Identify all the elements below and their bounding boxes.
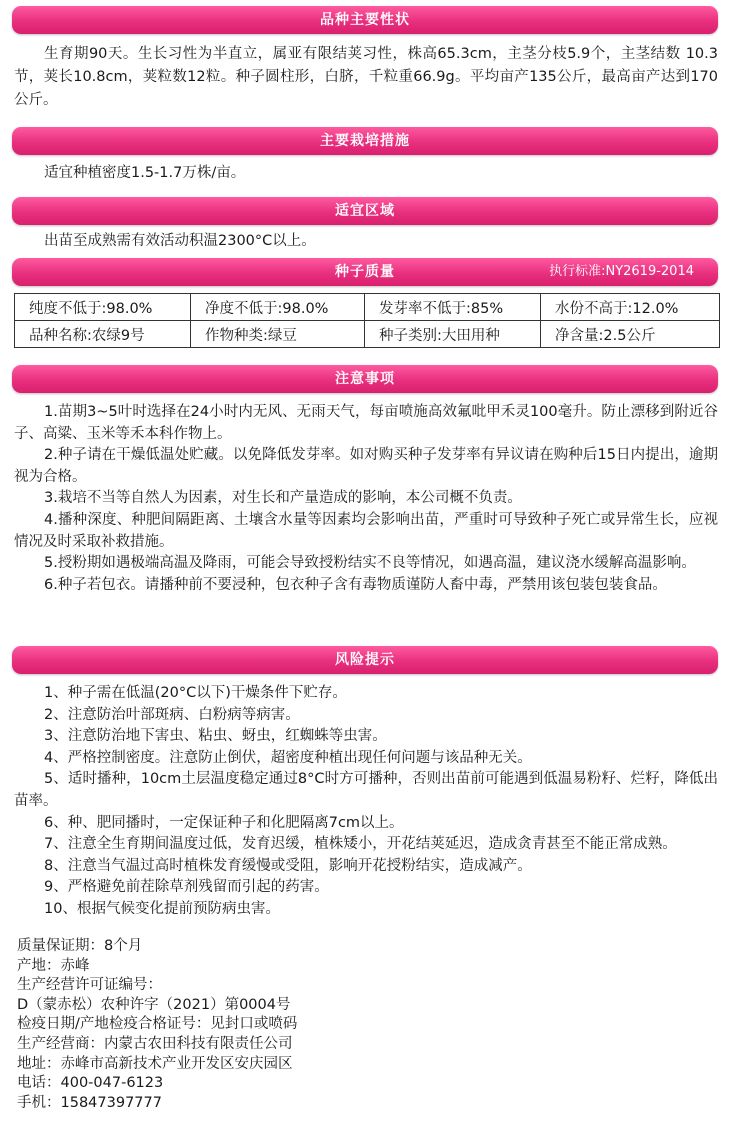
list-item: 5.授粉期如遇极端高温及降雨，可能会导致授粉结实不良等情况，如遇高温，建议浇水缓解高温影响。	[44, 555, 696, 572]
list-item: 2.种子请在干燥低温处贮藏。以免降低发芽率。如对购买种子发芽率有异议请在购种后15日内提出，逾期视为合格。	[14, 447, 718, 485]
region-text: 出苗至成熟需有效活动积温2300°C以上。	[44, 233, 316, 249]
list-item: 2、注意防治叶部斑病、白粉病等病害。	[44, 706, 300, 723]
risks-list	[14, 683, 718, 921]
list-item: 5、适时播种，10cm土层温度稳定通过8°C时方可播种，否则出苗前可能遇到低温易粉籽、烂籽，降低出苗率。	[14, 771, 718, 809]
section-title: 注意事项	[335, 371, 395, 387]
phone: 电话：400-047-6123	[17, 1075, 164, 1092]
list-item: 7、注意全生育期间温度过低，发育迟缓，植株矮小，开花结荚延迟，造成贪青甚至不能正常成熟。	[44, 836, 677, 853]
shelf-life: 质量保证期：8个月	[17, 938, 143, 954]
table-row	[15, 294, 720, 321]
product-info	[17, 937, 717, 1113]
section-title: 适宜区域	[335, 203, 395, 219]
traits-description: 生育期90天。生长习性为半直立，属亚有限结荚习性，株高65.3cm，主茎分枝5.9个，主茎结数 10.3节，荚长10.8cm，荚粒数12粒。种子圆柱形，白脐，千粒重66.9g。平均亩产135公斤，最高亩产达到170公斤。	[14, 46, 718, 108]
table-cell: 品种名称:农绿9号	[15, 321, 191, 348]
table-cell: 发芽率不低于:85%	[365, 294, 541, 321]
list-item: 4.播种深度、种肥间隔距离、土壤含水量等因素均会影响出苗，严重时可导致种子死亡或异常生长，应视情况及时采取补救措施。	[14, 511, 718, 550]
table-cell: 水份不高于:12.0%	[541, 294, 720, 321]
list-item: 1.苗期3~5叶时选择在24小时内无风、无雨天气，每亩喷施高效氟吡甲禾灵100毫升。防止漂移到附近谷子、高粱、玉米等禾本科作物上。	[14, 404, 718, 442]
notes-list	[14, 402, 718, 596]
table-cell: 净含量:2.5公斤	[541, 321, 720, 348]
list-item: 1、种子需在低温(20°C以下)干燥条件下贮存。	[44, 685, 347, 701]
address: 地址：赤峰市高新技术产业开发区安庆园区	[17, 1055, 293, 1072]
list-item: 3.栽培不当等自然人为因素，对生长和产量造成的影响，本公司概不负责。	[44, 490, 522, 507]
origin: 产地：赤峰	[17, 957, 90, 974]
quarantine-info: 检疫日期/产地检疫合格证号：见封口或喷码	[17, 1016, 298, 1033]
list-item: 6、种、肥同播时，一定保证种子和化肥隔离7cm以上。	[44, 814, 404, 831]
list-item: 8、注意当气温过高时植株发育缓慢或受阻，影响开花授粉结实，造成减产。	[44, 857, 532, 874]
table-cell: 纯度不低于:98.0%	[15, 294, 191, 321]
seed-quality-table	[14, 293, 720, 348]
list-item: 10、根据气候变化提前预防病虫害。	[44, 900, 280, 917]
table-cell: 种子类别:大田用种	[365, 321, 541, 348]
section-header-quality	[12, 258, 718, 286]
producer: 生产经营商：内蒙古农田科技有限责任公司	[17, 1035, 293, 1052]
section-header-notes	[12, 365, 718, 393]
section-title: 种子质量	[335, 264, 395, 280]
mobile: 手机：15847397777	[17, 1094, 162, 1111]
list-item: 4、严格控制密度。注意防止倒伏，超密度种植出现任何问题与该品种无关。	[44, 749, 532, 766]
table-cell: 作物种类:绿豆	[191, 321, 365, 348]
table-cell: 净度不低于:98.0%	[191, 294, 365, 321]
section-title: 主要栽培措施	[320, 133, 410, 149]
section-header-risks	[12, 646, 718, 674]
license-number: D（蒙赤松）农种许字（2021）第0004号	[17, 996, 291, 1013]
list-item: 3、注意防治地下害虫、粘虫、蚜虫，红蜘蛛等虫害。	[44, 728, 387, 745]
section-header-cultivation	[12, 127, 718, 155]
section-title: 风险提示	[335, 652, 395, 668]
section-header-region	[12, 197, 718, 225]
section-header-traits	[12, 6, 718, 34]
list-item: 9、严格避免前茬除草剂残留而引起的药害。	[44, 879, 329, 896]
list-item: 6.种子若包衣。请播种前不要浸种，包衣种子含有毒物质谨防人畜中毒，严禁用该包装包装食品。	[44, 576, 667, 593]
section-title: 品种主要性状	[320, 12, 410, 28]
license-label: 生产经营许可证编号：	[17, 977, 162, 994]
quality-standard: 执行标准:NY2619-2014	[549, 264, 694, 279]
cultivation-text: 适宜种植密度1.5-1.7万株/亩。	[44, 165, 246, 181]
table-row	[15, 321, 720, 348]
